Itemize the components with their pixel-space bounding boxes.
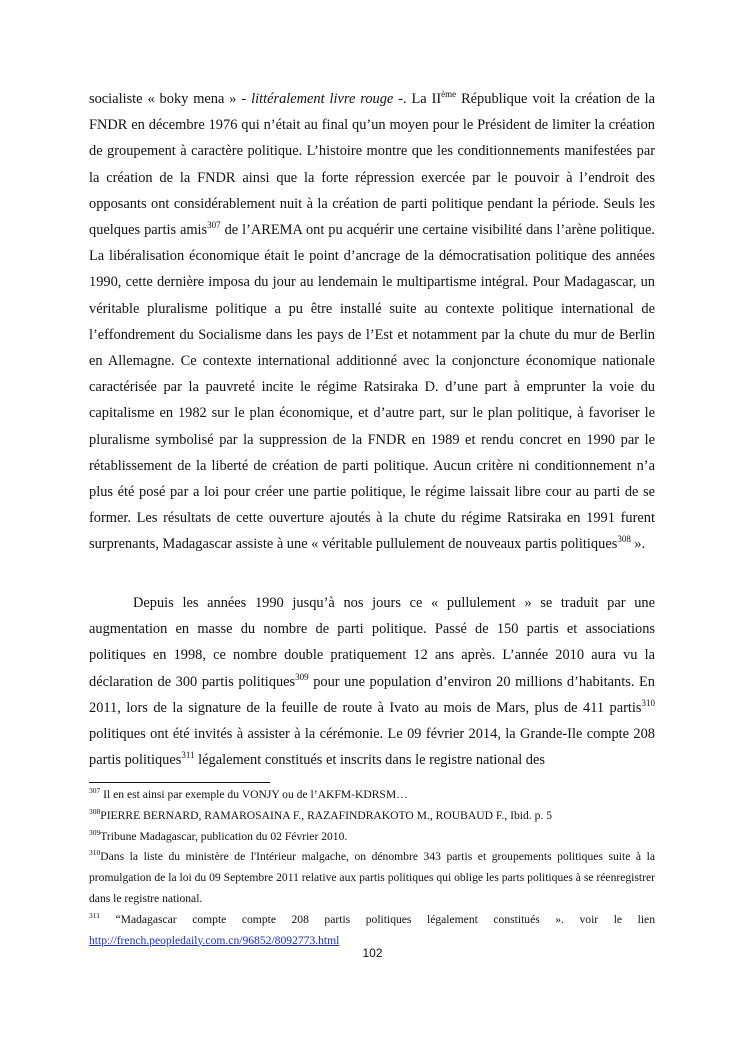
footnote-number: 308 xyxy=(89,806,101,816)
footnote-ref-307[interactable]: 307 xyxy=(207,220,221,231)
footnotes-section xyxy=(89,785,655,951)
para1-text-middle: République voit la création de la FNDR en décembre 1976 qui n’était au final qu’un moyen pour le Président de limiter la création de groupement à caractère politique. L’histoire montre que les conditionnements manifestées par la création de la FNDR ainsi que la forte répression exercée par le pouvoir à l’endroit des opposants ont considérablement nuit à la création de parti politique pendant la période. Seuls les quelques partis amis xyxy=(89,91,656,239)
footnote-number: 310 xyxy=(89,848,101,858)
footnote-ref-309[interactable]: 309 xyxy=(295,671,309,682)
para1-text-republic: -. La II xyxy=(393,91,442,107)
footnote-separator xyxy=(89,782,270,783)
superscript-eme: ème xyxy=(441,89,457,99)
footnote-307 xyxy=(89,785,655,806)
page-number: 102 xyxy=(362,946,383,960)
footnote-ref-310[interactable]: 310 xyxy=(641,697,655,708)
footnote-text: Il en est ainsi par exemple du VONJY ou de l’AKFM-KDRSM… xyxy=(100,788,408,801)
para2-text-start: Depuis les années 1990 jusqu’à nos jours ce « pullulement » se traduit par une augmentation en masse du nombre de parti politique. Passé de 150 partis et associations politiques en 1998, ce nombre double pratiquement 12 ans après. L’année 2010 aura vu la déclaration de 300 partis politiques xyxy=(89,595,655,690)
para1-text-main: de l’AREMA ont pu acquérir une certaine visibilité dans l’arène politique. La libéralisation économique était le point d’ancrage de la démocratisation politique des années 1990, cette dernière imposa du jour au lendemain le multipartisme intégral. Pour Madagascar, un véritable pluralisme politique a pu être installé suite au contexte politique international de l’effondrement du Socialisme dans les pays de l’Est et notamment par la chute du mur de Berlin en Allemagne. Ce contexte international additionné avec la conjoncture économique nationale caractérisée par la pauvreté incite le régime Ratsiraka D. d’une part à emprunter la voie du capitalisme en 1982 sur le plan économique, et d’autre part, sur le plan politique, à favoriser le pluralisme symbolisé par la suppression de la FNDR en 1989 et rendu concret en 1990 par le rétablissement de la liberté de création de parti politique. Aucun critère ni conditionnement n’a plus été posé par a loi pour créer une partie politique, le régime laissait libre cour au parti de se former. Les résultats de cette ouverture ajoutés à la chute du régime Ratsiraka en 1991 furent surprenants, Madagascar assiste à une « véritable pullulement de nouveaux partis politiques xyxy=(89,222,655,553)
footnote-number: 307 xyxy=(89,786,101,795)
footnote-text: PIERRE BERNARD, RAMAROSAINA F., RAZAFINDRAKOTO M., ROUBAUD F., Ibid. p. 5 xyxy=(100,808,552,822)
para2-text-middle: pour une population d’environ 20 millions d’habitants. En 2011, lors de la signature de la feuille de route à Ivato au mois de Mars, plus de 411 partis xyxy=(89,673,656,716)
para1-text-start: socialiste « boky mena » - xyxy=(89,91,252,107)
footnote-ref-311[interactable]: 311 xyxy=(181,750,195,761)
footnote-text: “Madagascar compte compte 208 partis politiques légalement constitués ». voir le lien xyxy=(99,912,655,926)
footnote-source-link[interactable]: http://french.peopledaily.com.cn/96852/8092773.html xyxy=(89,933,340,947)
footnote-number: 311 xyxy=(89,910,100,920)
footnote-text: Tribune Madagascar, publication du 02 Février 2010. xyxy=(100,829,348,843)
para2-text-late: politiques ont été invités à assister à la cérémonie. Le 09 février 2014, la Grande-Ile compte 208 partis politiques xyxy=(89,726,655,769)
para1-text-end: ». xyxy=(630,536,646,553)
footnote-308 xyxy=(89,806,655,827)
footnote-ref-308[interactable]: 308 xyxy=(617,534,631,545)
footnote-310 xyxy=(89,847,655,909)
footnote-text: Dans la liste du ministère de l'Intérieur malgache, on dénombre 343 partis et groupements politiques suite à la promulgation de la loi du 09 Septembre 2011 relative aux partis politiques qui oblige les parts politiques à se réenregistrer dans le registre national. xyxy=(89,850,655,905)
footnote-309 xyxy=(89,827,655,848)
footnote-number: 309 xyxy=(89,827,101,837)
body-paragraph-1 xyxy=(89,86,655,558)
para1-italic-phrase: littéralement livre rouge xyxy=(251,91,394,107)
body-paragraph-2 xyxy=(89,590,655,773)
para2-text-end: légalement constitués et inscrits dans le registre national des xyxy=(194,752,545,769)
